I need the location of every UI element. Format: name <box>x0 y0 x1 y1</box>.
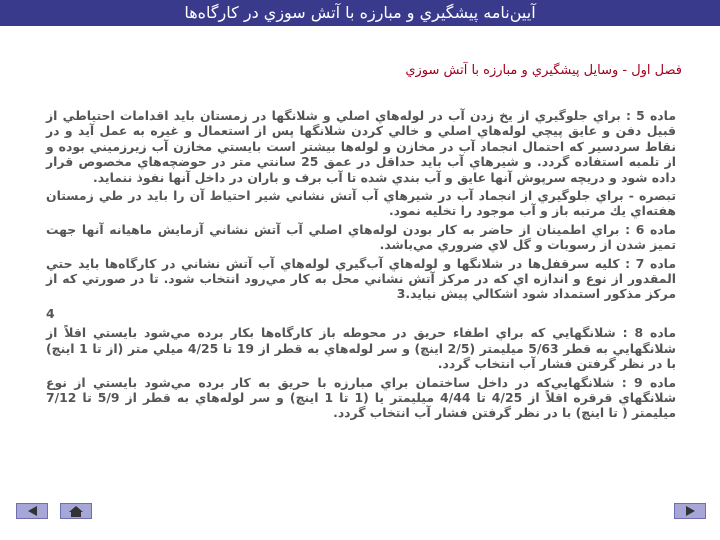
slide-title: آيين‌نامه پيشگيري و مبارزه با آتش سوزي در كارگاه‌ها <box>0 0 720 26</box>
page-number: 4 <box>46 305 55 321</box>
article-5-paragraph: ماده 5 : براي جلوگيري از يخ زدن آب در لوله‌هاي اصلي و شلانگها در زمستان بايد اقدامات احتياطي از قبيل دفن و عايق پيچي لوله‌هاي اصلي و خالي كردن شلانگها پس از استعمال و غيره به عمل آيد و در نقاط سردسير كه احتمال انجماد آب در مخازن و لوله‌ها بيشتر است بايستي مخازن آب زيرزميني بوده و از تلمبه استفاده گردد. و شيرهاي آب بايد حداقل در عمق 25 سانتي متر در حوضچه‌هاي مخصوص قرار داده شود و دريچه سرپوش آنها عايق و آب بندي شده تا آب برف و باران در داخل آنها نفوذ ننمايد. <box>46 108 677 185</box>
prev-button[interactable] <box>16 503 48 519</box>
article-8-paragraph: ماده 8 : شلانگهايي كه براي اطفاء حريق در محوطه باز كارگاه‌ها بكار برده مي‌شود بايستي اقلاً از شلانگهايي به قطر 5/63 ميليمتر (2/5 اينچ) و سر لوله‌هاي به قطر از 19 تا 4/25 ميلي متر (از تا 1 اينچ) با در نظر گرفتن فشار آب انتخاب گردد. <box>46 325 677 372</box>
article-7-paragraph: ماده 7 : كليه سرقفل‌ها در شلانگها و لوله‌هاي آب‌گيري لوله‌هاي آب آتش نشاني در كارگاه‌ها بايد حتي المقدور از نوع و اندازه اي كه در مركز آتش نشاني محل به كار مي‌رود انتخاب شود. تا در صورتي كه از مركز مذكور استمداد شود اشكالي پيش نيايد.3 <box>46 255 677 302</box>
slide-body <box>46 108 676 424</box>
home-button[interactable] <box>60 503 92 519</box>
article-6-paragraph: ماده 6 : براي اطمينان از حاضر به كار بودن لوله‌هاي اصلي آب آتش نشاني آزمايش ماهيانه آنها جهت تميز شدن از رسوبات و گل لاي ضروري مي‌باشد. <box>46 221 677 253</box>
home-icon <box>69 506 83 517</box>
article-9-paragraph: ماده 9 : شلانگهايي‌كه در داخل ساختمان براي مبارزه با حريق به كار برده مي‌شود بايستي از نوع شلانگهاي قرقره اقلاً از 4/25 تا 4/44 ميليمتر يا (1 تا 1 اينچ) و سر لوله‌هاي به قطر از 5/9 تا 7/12 ميليمتر ( تا اينچ) با در نظر گرفتن فشار آب انتخاب گردد. <box>46 374 677 421</box>
arrow-right-icon <box>686 506 695 516</box>
next-button[interactable] <box>674 503 706 519</box>
chapter-heading: فصل اول - وسايل پيشگيري و مبارزه با آتش سوزي <box>405 63 682 78</box>
note-paragraph: تبصره - براي جلوگيري از انجماد آب در شيرهاي آب آتش نشاني شير احتياط آن را بايد در طي زمستان هفته‌اي يك مرتبه باز و آب موجود را تخليه نمود. <box>46 188 676 219</box>
arrow-left-icon <box>28 506 37 516</box>
